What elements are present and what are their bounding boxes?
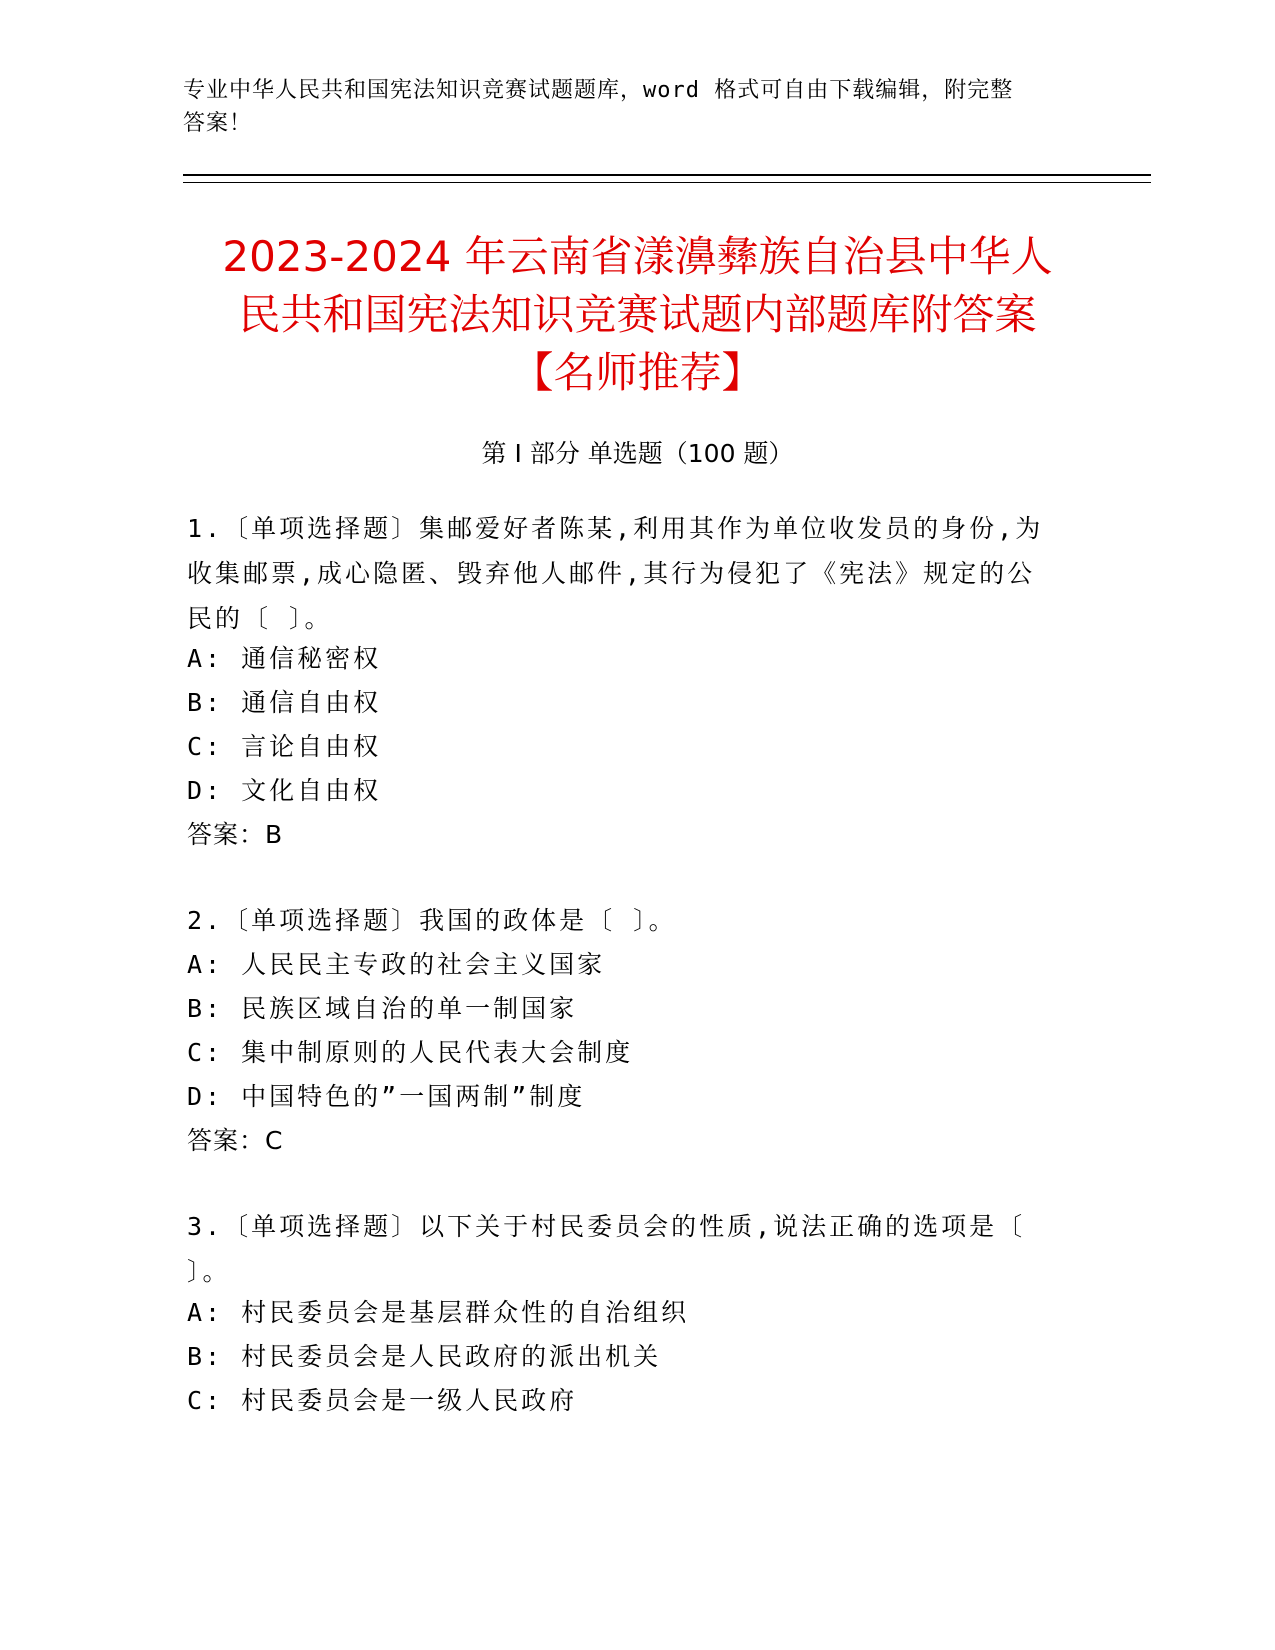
question-3-line-2: 〕。 — [187, 1257, 231, 1286]
question-3-option-c: C: 村民委员会是一级人民政府 — [187, 1386, 578, 1415]
title-line-1: 2023-2024 年云南省漾濞彝族自治县中华人 — [222, 232, 1053, 281]
question-2-option-a: A: 人民民主专政的社会主义国家 — [187, 950, 606, 979]
question-3-option-b: B: 村民委员会是人民政府的派出机关 — [187, 1342, 662, 1371]
header-divider-thin — [183, 182, 1151, 183]
question-3-text — [187, 1204, 1087, 1294]
question-2-option-b: B: 民族区域自治的单一制国家 — [187, 994, 578, 1023]
intro-text — [183, 74, 1063, 140]
question-2-option-c: C: 集中制原则的人民代表大会制度 — [187, 1038, 634, 1067]
question-2-option-d: D: 中国特色的”一国两制”制度 — [187, 1082, 586, 1111]
title-line-3: 【名师推荐】 — [511, 348, 764, 397]
section-heading: 第 I 部分 单选题（100 题） — [481, 439, 794, 468]
question-1-option-d: D: 文化自由权 — [187, 776, 382, 805]
question-1-option-a: A: 通信秘密权 — [187, 644, 382, 673]
question-3-option-a: A: 村民委员会是基层群众性的自治组织 — [187, 1298, 690, 1327]
intro-line-1: 专业中华人民共和国宪法知识竞赛试题题库，word 格式可自由下载编辑，附完整 — [183, 78, 1014, 103]
question-3-line-1: 3.〔单项选择题〕以下关于村民委员会的性质,说法正确的选项是〔 — [187, 1212, 1026, 1241]
question-1-answer: 答案：B — [187, 820, 284, 849]
title-line-2: 民共和国宪法知识竞赛试题内部题库附答案 — [238, 290, 1037, 339]
document-title — [140, 228, 1135, 402]
question-2-line-1: 2.〔单项选择题〕我国的政体是〔 〕。 — [187, 906, 677, 935]
question-1-option-c: C: 言论自由权 — [187, 732, 382, 761]
intro-line-2: 答案！ — [183, 111, 253, 136]
question-1-option-b: B: 通信自由权 — [187, 688, 382, 717]
question-2-answer: 答案：C — [187, 1126, 284, 1155]
question-1-line-1: 1.〔单项选择题〕集邮爱好者陈某,利用其作为单位收发员的身份,为 — [187, 514, 1044, 543]
question-1-line-2: 收集邮票,成心隐匿、毁弃他人邮件,其行为侵犯了《宪法》规定的公 — [187, 559, 1036, 588]
question-1-line-3: 民的〔 〕。 — [187, 604, 333, 633]
question-2-text — [187, 898, 1087, 943]
question-1-text — [187, 506, 1087, 641]
header-divider-thick — [183, 174, 1151, 176]
